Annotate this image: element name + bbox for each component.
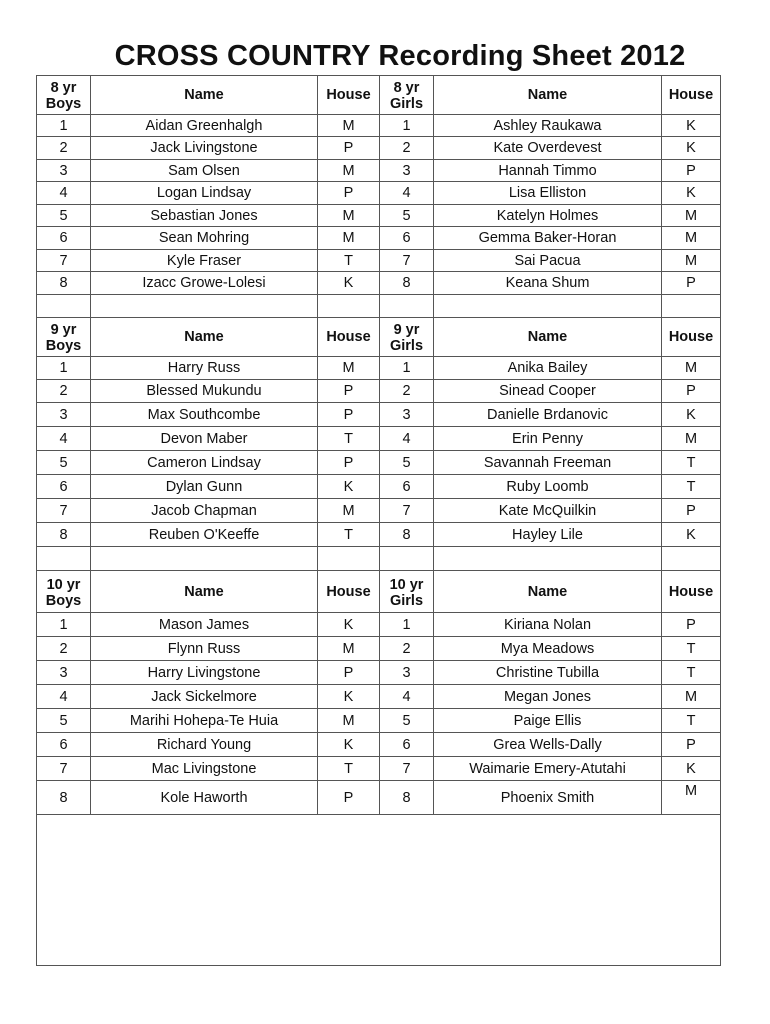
- boy-house: K: [318, 733, 380, 757]
- boy-house: M: [318, 227, 380, 250]
- house-column-header: House: [318, 76, 380, 115]
- table-row: [37, 205, 721, 227]
- spacer-row: [37, 295, 721, 318]
- gender-label: Girls: [389, 592, 424, 609]
- boy-house: M: [318, 160, 380, 182]
- boy-house: P: [318, 451, 380, 475]
- boy-name: Richard Young: [91, 733, 318, 757]
- table-row: [37, 475, 721, 499]
- section-header-row: [37, 76, 721, 115]
- boy-house: K: [318, 272, 380, 295]
- name-column-header: Name: [434, 571, 662, 613]
- girl-place: 5: [380, 205, 434, 227]
- girl-name: Waimarie Emery-Atutahi: [434, 757, 662, 781]
- girl-name: Kate McQuilkin: [434, 499, 662, 523]
- girl-house: P: [662, 380, 721, 403]
- boy-place: 6: [37, 227, 91, 250]
- boy-place: 2: [37, 380, 91, 403]
- boy-name: Jack Livingstone: [91, 137, 318, 160]
- boy-house: P: [318, 403, 380, 427]
- house-column-header: House: [662, 571, 721, 613]
- boy-name: Sean Mohring: [91, 227, 318, 250]
- boy-name: Sam Olsen: [91, 160, 318, 182]
- boy-house: M: [318, 205, 380, 227]
- girl-place: 5: [380, 451, 434, 475]
- boy-name: Logan Lindsay: [91, 182, 318, 205]
- girl-place: 7: [380, 250, 434, 272]
- boy-name: Dylan Gunn: [91, 475, 318, 499]
- boy-place: 3: [37, 160, 91, 182]
- boy-place: 7: [37, 757, 91, 781]
- boy-name: Mason James: [91, 613, 318, 637]
- boy-name: Harry Livingstone: [91, 661, 318, 685]
- girl-house: K: [662, 523, 721, 547]
- section-header-row: [37, 318, 721, 357]
- boy-house: K: [318, 475, 380, 499]
- boy-house: M: [318, 115, 380, 137]
- table-row: [37, 709, 721, 733]
- girl-name: Phoenix Smith: [434, 781, 662, 815]
- empty-cell: [318, 547, 380, 571]
- name-column-header: Name: [91, 571, 318, 613]
- girl-place: 6: [380, 733, 434, 757]
- boy-house: M: [318, 357, 380, 380]
- boys-age-label: [37, 76, 91, 115]
- girls-age-label: [380, 571, 434, 613]
- empty-cell: [662, 547, 721, 571]
- boy-place: 6: [37, 733, 91, 757]
- girl-place: 3: [380, 403, 434, 427]
- girl-house: K: [662, 403, 721, 427]
- table-row: [37, 685, 721, 709]
- girl-name: Megan Jones: [434, 685, 662, 709]
- girl-place: 3: [380, 160, 434, 182]
- girl-place: 1: [380, 115, 434, 137]
- girl-place: 2: [380, 380, 434, 403]
- table-row: [37, 637, 721, 661]
- girl-place: 1: [380, 357, 434, 380]
- boy-place: 4: [37, 685, 91, 709]
- boy-house: P: [318, 137, 380, 160]
- gender-label: Girls: [389, 96, 424, 112]
- boy-place: 5: [37, 451, 91, 475]
- boy-name: Mac Livingstone: [91, 757, 318, 781]
- empty-cell: [380, 295, 434, 318]
- girl-name: Erin Penny: [434, 427, 662, 451]
- boy-house: T: [318, 250, 380, 272]
- house-column-header: House: [318, 571, 380, 613]
- boy-place: 3: [37, 403, 91, 427]
- girls-age-label: [380, 76, 434, 115]
- boy-place: 1: [37, 613, 91, 637]
- boy-house: K: [318, 613, 380, 637]
- boy-place: 4: [37, 427, 91, 451]
- table-row: [37, 523, 721, 547]
- girl-place: 6: [380, 227, 434, 250]
- girl-house: K: [662, 137, 721, 160]
- boy-place: 1: [37, 115, 91, 137]
- girl-house: P: [662, 160, 721, 182]
- girl-place: 4: [380, 427, 434, 451]
- girl-house: T: [662, 709, 721, 733]
- boy-house: M: [318, 637, 380, 661]
- boy-house: T: [318, 523, 380, 547]
- boy-name: Harry Russ: [91, 357, 318, 380]
- girl-name: Lisa Elliston: [434, 182, 662, 205]
- girl-house: M: [662, 250, 721, 272]
- empty-cell: [318, 295, 380, 318]
- girl-house: P: [662, 733, 721, 757]
- house-column-header: House: [318, 318, 380, 357]
- boy-name: Marihi Hohepa-Te Huia: [91, 709, 318, 733]
- boy-name: Flynn Russ: [91, 637, 318, 661]
- boy-house: T: [318, 757, 380, 781]
- age-label: 10 yr: [389, 576, 424, 593]
- boy-name: Blessed Mukundu: [91, 380, 318, 403]
- girl-name: Katelyn Holmes: [434, 205, 662, 227]
- girl-place: 4: [380, 685, 434, 709]
- gender-label: Boys: [45, 96, 82, 112]
- boys-age-label: [37, 571, 91, 613]
- boy-house: P: [318, 182, 380, 205]
- girl-place: 5: [380, 709, 434, 733]
- boy-name: Reuben O'Keeffe: [91, 523, 318, 547]
- section-header-row: [37, 571, 721, 613]
- boy-place: 8: [37, 272, 91, 295]
- boy-name: Devon Maber: [91, 427, 318, 451]
- girl-house: K: [662, 757, 721, 781]
- girl-name: Christine Tubilla: [434, 661, 662, 685]
- boy-place: 8: [37, 781, 91, 815]
- name-column-header: Name: [91, 76, 318, 115]
- girl-name: Ruby Loomb: [434, 475, 662, 499]
- age-label: 9 yr: [393, 322, 420, 338]
- table-row: [37, 403, 721, 427]
- empty-cell: [662, 295, 721, 318]
- girl-name: Ashley Raukawa: [434, 115, 662, 137]
- empty-cell: [380, 547, 434, 571]
- girl-house: T: [662, 661, 721, 685]
- table-row: [37, 451, 721, 475]
- gender-label: Boys: [45, 338, 82, 354]
- girl-house: M: [662, 205, 721, 227]
- boy-name: Cameron Lindsay: [91, 451, 318, 475]
- table-row: [37, 137, 721, 160]
- girl-name: Gemma Baker-Horan: [434, 227, 662, 250]
- girl-place: 4: [380, 182, 434, 205]
- boy-name: Jacob Chapman: [91, 499, 318, 523]
- boy-name: Aidan Greenhalgh: [91, 115, 318, 137]
- boy-place: 2: [37, 637, 91, 661]
- girl-place: 3: [380, 661, 434, 685]
- age-label: 8 yr: [393, 80, 420, 96]
- table-row: [37, 227, 721, 250]
- boy-house: P: [318, 661, 380, 685]
- boy-place: 5: [37, 205, 91, 227]
- boy-house: M: [318, 709, 380, 733]
- girl-name: Paige Ellis: [434, 709, 662, 733]
- girl-house: T: [662, 451, 721, 475]
- table-row: [37, 733, 721, 757]
- table-row: [37, 757, 721, 781]
- girl-house: K: [662, 182, 721, 205]
- house-column-header: House: [662, 318, 721, 357]
- boy-house: P: [318, 380, 380, 403]
- name-column-header: Name: [91, 318, 318, 357]
- girl-house: M: [662, 357, 721, 380]
- notes-area: [36, 797, 721, 966]
- gender-label: Boys: [45, 592, 82, 609]
- girl-house: M: [662, 227, 721, 250]
- table-row: [37, 115, 721, 137]
- girl-name: Anika Bailey: [434, 357, 662, 380]
- boy-place: 4: [37, 182, 91, 205]
- table-row: [37, 272, 721, 295]
- table-row: [37, 499, 721, 523]
- boy-house: K: [318, 685, 380, 709]
- boys-age-label: [37, 318, 91, 357]
- girl-place: 2: [380, 137, 434, 160]
- boy-place: 1: [37, 357, 91, 380]
- boy-name: Jack Sickelmore: [91, 685, 318, 709]
- girl-house: P: [662, 613, 721, 637]
- girl-name: Mya Meadows: [434, 637, 662, 661]
- girl-place: 6: [380, 475, 434, 499]
- girl-name: Savannah Freeman: [434, 451, 662, 475]
- recording-table: [36, 75, 721, 815]
- girl-name: Hannah Timmo: [434, 160, 662, 182]
- girl-house: T: [662, 475, 721, 499]
- table-row: [37, 427, 721, 451]
- empty-cell: [91, 547, 318, 571]
- girl-house: P: [662, 272, 721, 295]
- name-column-header: Name: [434, 318, 662, 357]
- table-row: [37, 160, 721, 182]
- boy-name: Kyle Fraser: [91, 250, 318, 272]
- girl-house: K: [662, 115, 721, 137]
- girl-name: Danielle Brdanovic: [434, 403, 662, 427]
- girl-place: 8: [380, 523, 434, 547]
- girl-name: Hayley Lile: [434, 523, 662, 547]
- girl-name: Kiriana Nolan: [434, 613, 662, 637]
- girl-house: M: [662, 685, 721, 709]
- spacer-row: [37, 547, 721, 571]
- empty-cell: [91, 295, 318, 318]
- boy-house: T: [318, 427, 380, 451]
- boy-name: Izacc Growe-Lolesi: [91, 272, 318, 295]
- boy-place: 3: [37, 661, 91, 685]
- boy-name: Kole Haworth: [91, 781, 318, 815]
- boy-place: 5: [37, 709, 91, 733]
- boy-house: M: [318, 499, 380, 523]
- girl-house: P: [662, 499, 721, 523]
- girl-house: T: [662, 637, 721, 661]
- girl-place: 8: [380, 781, 434, 815]
- boy-place: 2: [37, 137, 91, 160]
- gender-label: Girls: [389, 338, 424, 354]
- boy-name: Max Southcombe: [91, 403, 318, 427]
- table-row: [37, 250, 721, 272]
- girl-house: M: [662, 781, 721, 815]
- age-label: 9 yr: [50, 322, 77, 338]
- table-row: [37, 380, 721, 403]
- empty-cell: [37, 547, 91, 571]
- girls-age-label: [380, 318, 434, 357]
- empty-cell: [434, 547, 662, 571]
- boy-place: 8: [37, 523, 91, 547]
- boy-house: P: [318, 781, 380, 815]
- name-column-header: Name: [434, 76, 662, 115]
- table-row: [37, 661, 721, 685]
- age-label: 8 yr: [50, 80, 77, 96]
- boy-place: 7: [37, 499, 91, 523]
- boy-place: 7: [37, 250, 91, 272]
- age-label: 10 yr: [46, 576, 81, 593]
- house-column-header: House: [662, 76, 721, 115]
- empty-cell: [37, 295, 91, 318]
- page-title: CROSS COUNTRY Recording Sheet 2012: [114, 40, 686, 72]
- girl-name: Grea Wells-Dally: [434, 733, 662, 757]
- girl-place: 1: [380, 613, 434, 637]
- table-row: [37, 357, 721, 380]
- girl-name: Keana Shum: [434, 272, 662, 295]
- girl-house: M: [662, 427, 721, 451]
- girl-place: 7: [380, 499, 434, 523]
- boy-name: Sebastian Jones: [91, 205, 318, 227]
- girl-place: 2: [380, 637, 434, 661]
- girl-place: 8: [380, 272, 434, 295]
- girl-name: Sai Pacua: [434, 250, 662, 272]
- girl-name: Kate Overdevest: [434, 137, 662, 160]
- girl-place: 7: [380, 757, 434, 781]
- table-row: [37, 182, 721, 205]
- girl-name: Sinead Cooper: [434, 380, 662, 403]
- boy-place: 6: [37, 475, 91, 499]
- empty-cell: [434, 295, 662, 318]
- table-row: [37, 613, 721, 637]
